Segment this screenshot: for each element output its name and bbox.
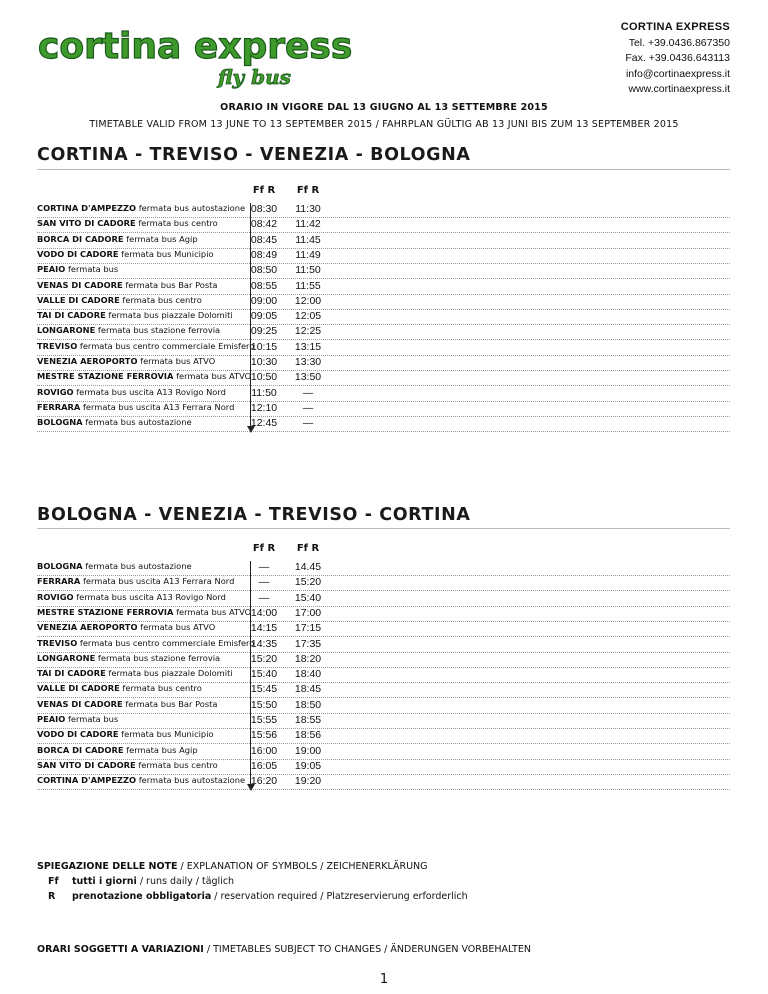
note-item-ff: [48, 876, 234, 887]
departure-time: —: [302, 401, 314, 414]
stop-town: CORTINA D'AMPEZZO: [37, 203, 137, 213]
footer-bold: ORARI SOGGETTI A VARIAZIONI: [37, 944, 204, 955]
stop-town: MESTRE STAZIONE FERROVIA: [37, 606, 174, 617]
stop-detail: fermata bus: [65, 714, 119, 724]
stop-town: VENEZIA AEROPORTO: [37, 622, 138, 633]
stop-town: TAI DI CADORE: [37, 310, 106, 321]
column-header: Ff R: [296, 543, 320, 554]
departure-time: 08:42: [250, 218, 278, 231]
arrow-down-icon: [247, 784, 255, 791]
stop-name: [37, 699, 218, 709]
departure-time: 14:00: [250, 606, 278, 619]
logo-flybus-text: fly bus: [218, 65, 291, 89]
departure-time: 18:40: [294, 668, 322, 681]
footer-rest: / TIMETABLES SUBJECT TO CHANGES / ÄNDERUNGEN VORBEHALTEN: [203, 944, 531, 955]
departure-time: 15:56: [250, 729, 278, 742]
website-link[interactable]: www.cortinaexpress.it: [628, 83, 730, 95]
departure-time: 18:56: [294, 729, 322, 742]
note-symbol: Ff: [48, 876, 59, 887]
departure-time: 16:05: [250, 759, 278, 772]
note-bold: prenotazione obbligatoria: [72, 891, 212, 902]
departure-time: 11:45: [295, 233, 321, 246]
section-rule-return: [37, 528, 730, 529]
departure-time: 08:50: [250, 264, 278, 277]
stop-town: TAI DI CADORE: [37, 668, 106, 679]
stop-town: VALLE DI CADORE: [37, 294, 120, 305]
stop-town: SAN VITO DI CADORE: [37, 759, 136, 770]
stop-detail: fermata bus centro: [135, 218, 218, 229]
departure-time: 13:15: [294, 340, 322, 353]
stop-detail: fermata bus piazzale Dolomiti: [105, 668, 233, 679]
departure-time: 19:20: [294, 775, 322, 788]
stop-name: [37, 387, 226, 397]
stop-name: [37, 622, 215, 632]
direction-arrow-line: [250, 203, 251, 427]
section-title-return: BOLOGNA - VENEZIA - TREVISO - CORTINA: [37, 505, 471, 525]
stop-detail: fermata bus ATVO: [173, 371, 252, 382]
stop-town: VENAS DI CADORE: [37, 698, 123, 709]
stop-detail: fermata bus Municipio: [118, 248, 214, 259]
stop-name: [37, 714, 118, 724]
stop-name: [37, 729, 214, 739]
stop-town: PEAIO: [37, 714, 66, 724]
stop-name: [37, 203, 245, 213]
departure-time: 08:30: [250, 203, 278, 215]
footer-disclaimer: [37, 944, 531, 955]
page-number: 1: [379, 972, 389, 987]
departure-time: 15:45: [250, 683, 278, 696]
contact-block: [621, 20, 730, 98]
departure-time: —: [302, 417, 314, 430]
stop-detail: fermata bus ATVO: [173, 606, 252, 617]
stop-town: VODO DI CADORE: [37, 729, 119, 740]
stop-town: MESTRE STAZIONE FERROVIA: [37, 371, 174, 382]
stop-town: ROVIGO: [37, 591, 74, 602]
company-name: CORTINA EXPRESS: [620, 21, 730, 33]
fax: Fax. +39.0436.643113: [625, 52, 730, 64]
departure-time: 16:00: [250, 744, 278, 757]
stop-name: [37, 760, 218, 770]
stop-name: [37, 310, 233, 320]
stop-town: TREVISO: [37, 637, 78, 648]
departure-time: 09:05: [250, 310, 278, 323]
note-rest: / runs daily / täglich: [136, 876, 235, 887]
departure-time: —: [258, 591, 270, 604]
stop-name: [37, 218, 218, 228]
departure-time: 10:50: [250, 371, 278, 384]
stop-detail: fermata bus centro commerciale Emisfero: [77, 637, 255, 648]
stop-detail: fermata bus uscita A13 Rovigo Nord: [73, 591, 226, 602]
stop-detail: fermata bus uscita A13 Rovigo Nord: [73, 386, 226, 397]
stop-town: VALLE DI CADORE: [37, 683, 120, 694]
stop-name: [37, 576, 234, 586]
stop-name: [37, 745, 198, 755]
column-header: Ff R: [296, 185, 320, 196]
departure-time: 12:00: [294, 294, 322, 307]
departure-time: 13:50: [294, 371, 322, 384]
note-rest: / reservation required / Platzreservierung erforderlich: [211, 891, 468, 902]
departure-time: —: [258, 561, 270, 573]
stop-detail: fermata bus uscita A13 Ferrara Nord: [80, 401, 235, 412]
section-title-outbound: CORTINA - TREVISO - VENEZIA - BOLOGNA: [37, 145, 471, 165]
cortina-express-logo: [36, 20, 353, 90]
stop-name: [37, 402, 234, 412]
stop-town: FERRARA: [37, 401, 81, 412]
stop-name: [37, 295, 202, 305]
stop-detail: fermata bus ATVO: [137, 622, 216, 633]
departure-time: 13:30: [294, 356, 322, 368]
stop-detail: fermata bus Municipio: [118, 729, 214, 740]
departure-time: 16:20: [250, 775, 278, 788]
stop-detail: fermata bus autostazione: [136, 203, 246, 213]
departure-time: 10:30: [250, 356, 278, 368]
stop-detail: fermata bus centro: [119, 294, 202, 305]
stop-town: VODO DI CADORE: [37, 248, 119, 259]
stop-name: [37, 775, 245, 785]
note-symbol: R: [48, 891, 56, 902]
stop-town: ROVIGO: [37, 386, 74, 397]
departure-time: 15:50: [250, 698, 278, 711]
stop-detail: fermata bus uscita A13 Ferrara Nord: [80, 576, 235, 587]
departure-time: —: [302, 386, 314, 399]
phone: Tel. +39.0436.867350: [628, 36, 730, 49]
stop-name: [37, 356, 215, 366]
notes-heading: [37, 861, 428, 872]
stop-name: [37, 234, 198, 244]
stop-detail: fermata bus autostazione: [82, 561, 192, 571]
stop-detail: fermata bus: [65, 264, 119, 275]
stop-name: [37, 607, 251, 617]
stop-town: VENAS DI CADORE: [37, 279, 123, 290]
stop-detail: fermata bus autostazione: [82, 417, 192, 428]
stop-name: [37, 683, 202, 693]
stop-name: [37, 592, 226, 602]
departure-time: 18:20: [294, 652, 322, 665]
stop-detail: fermata bus centro: [119, 683, 202, 694]
departure-time: 11:42: [295, 218, 321, 231]
stop-name: [37, 653, 220, 663]
stop-name: [37, 371, 251, 381]
stop-town: BORCA DI CADORE: [37, 233, 124, 244]
column-header: Ff R: [252, 543, 276, 554]
arrow-down-icon: [247, 426, 255, 433]
direction-arrow-line: [250, 561, 251, 785]
departure-time: 15:20: [294, 576, 322, 589]
stop-detail: fermata bus stazione ferrovia: [95, 652, 221, 663]
stop-detail: fermata bus centro: [135, 759, 218, 770]
stop-name: [37, 341, 254, 351]
departure-time: 15:55: [250, 714, 278, 726]
stop-detail: fermata bus stazione ferrovia: [95, 325, 221, 336]
stop-detail: fermata bus ATVO: [137, 356, 216, 366]
validity-italian: ORARIO IN VIGORE DAL 13 GIUGNO AL 13 SETTEMBRE 2015: [220, 102, 548, 113]
stop-name: [37, 417, 192, 427]
stop-detail: fermata bus autostazione: [136, 775, 246, 786]
note-bold: tutti i giorni: [72, 876, 137, 887]
stop-detail: fermata bus piazzale Dolomiti: [105, 310, 233, 321]
stop-detail: fermata bus centro commerciale Emisfero: [77, 340, 255, 351]
stop-name: [37, 668, 233, 678]
departure-time: 12:10: [250, 401, 278, 414]
departure-time: 15:40: [250, 668, 278, 681]
departure-time: 09:00: [250, 294, 278, 307]
departure-time: 17:00: [294, 606, 322, 619]
departure-time: 11:30: [295, 203, 321, 215]
stop-town: BOLOGNA: [37, 417, 83, 428]
note-item-r: [48, 891, 468, 902]
stop-detail: fermata bus Agip: [123, 233, 198, 244]
departure-time: 11:50: [251, 386, 277, 399]
validity-en-de: TIMETABLE VALID FROM 13 JUNE TO 13 SEPTEMBER 2015 / FAHRPLAN GÜLTIG AB 13 JUNI BIS ZUM 13 SEPTEMBER 2015: [89, 119, 679, 130]
stop-town: LONGARONE: [37, 652, 96, 663]
stop-name: [37, 264, 118, 274]
column-header: Ff R: [252, 185, 276, 196]
notes-heading-rest: / EXPLANATION OF SYMBOLS / ZEICHENERKLÄRUNG: [177, 861, 428, 872]
table-row: [37, 415, 730, 432]
stop-town: PEAIO: [37, 264, 66, 275]
departure-time: 11:50: [295, 264, 321, 277]
stop-name: [37, 249, 214, 259]
departure-time: 14:15: [250, 622, 278, 635]
stop-town: VENEZIA AEROPORTO: [37, 356, 138, 366]
stop-town: BOLOGNA: [37, 561, 83, 571]
stop-town: SAN VITO DI CADORE: [37, 218, 136, 229]
departure-time: 14:35: [250, 637, 278, 650]
departure-time: —: [258, 576, 270, 589]
departure-time: 11:49: [295, 248, 321, 261]
departure-time: 12:05: [294, 310, 322, 323]
logo-wordmark: [38, 26, 352, 89]
stop-town: LONGARONE: [37, 325, 96, 336]
table-row: [37, 773, 730, 790]
stop-detail: fermata bus Agip: [123, 744, 198, 755]
stop-town: CORTINA D'AMPEZZO: [37, 775, 137, 786]
departure-time: 12:25: [294, 325, 322, 338]
stop-detail: fermata bus Bar Posta: [122, 279, 218, 290]
stop-town: BORCA DI CADORE: [37, 744, 124, 755]
departure-time: 18:55: [294, 714, 322, 726]
stop-detail: fermata bus Bar Posta: [122, 698, 218, 709]
departure-time: 18:50: [294, 698, 322, 711]
departure-time: 12:45: [250, 417, 278, 430]
departure-time: 08:49: [250, 248, 278, 261]
section-rule-outbound: [37, 169, 730, 170]
stop-name: [37, 561, 192, 571]
stop-name: [37, 280, 218, 290]
departure-time: 18:45: [294, 683, 322, 696]
logo-wordmark-text: cortina express: [38, 26, 353, 67]
departure-time: 15:40: [294, 591, 322, 604]
stop-name: [37, 325, 220, 335]
stop-town: FERRARA: [37, 576, 81, 587]
departure-time: 08:45: [250, 233, 278, 246]
stop-name: [37, 638, 254, 648]
email-link[interactable]: info@cortinaexpress.it: [625, 67, 730, 80]
departure-time: 19:00: [294, 744, 322, 757]
departure-time: 17:35: [294, 637, 322, 650]
departure-time: 15:20: [250, 652, 278, 665]
departure-time: 10:15: [250, 340, 278, 353]
departure-time: 17:15: [294, 622, 322, 635]
stop-town: TREVISO: [37, 340, 78, 351]
departure-time: 11:55: [295, 279, 321, 292]
departure-time: 19:05: [294, 759, 322, 772]
departure-time: 14.45: [294, 561, 322, 573]
notes-heading-bold: SPIEGAZIONE DELLE NOTE: [37, 861, 178, 872]
departure-time: 08:55: [250, 279, 278, 292]
departure-time: 09:25: [250, 325, 278, 338]
